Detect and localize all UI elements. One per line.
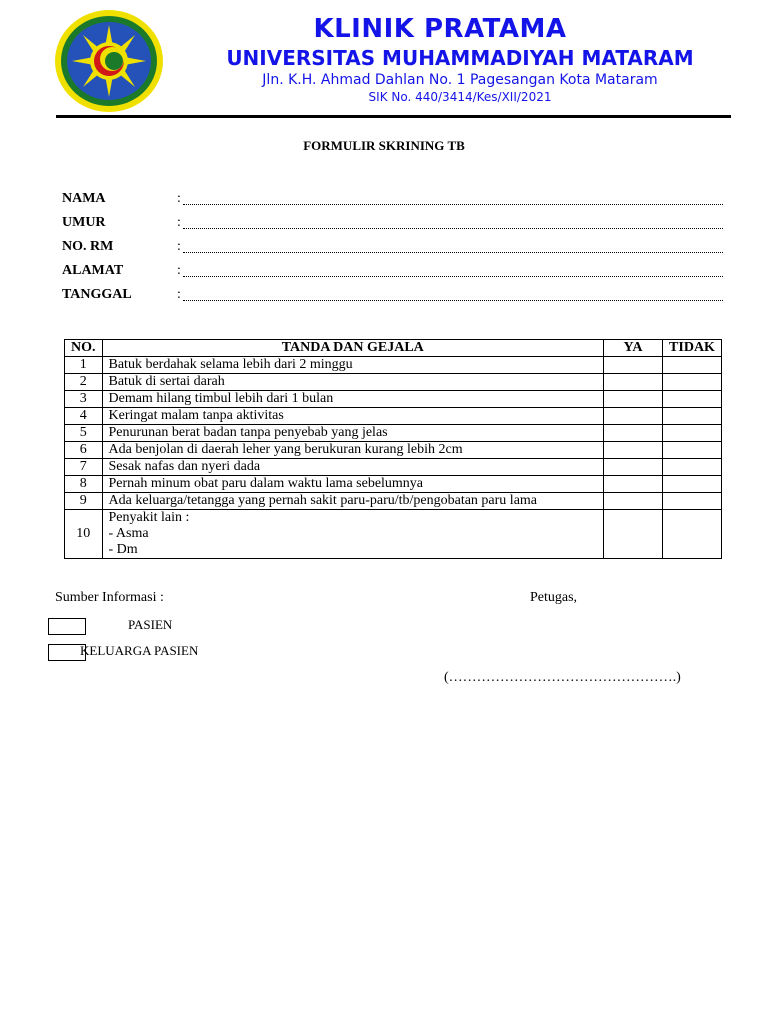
field-label-no-rm: NO. RM bbox=[62, 239, 114, 254]
row-number: 9 bbox=[65, 493, 103, 510]
officer-label: Petugas, bbox=[530, 590, 578, 605]
symptom-text: Sesak nafas dan nyeri dada bbox=[102, 459, 604, 476]
table-header-row bbox=[65, 340, 722, 357]
table-row bbox=[65, 442, 722, 459]
symptom-text: Demam hilang timbul lebih dari 1 bulan bbox=[102, 391, 604, 408]
col-header-tidak: TIDAK bbox=[663, 340, 722, 357]
row-number: 6 bbox=[65, 442, 103, 459]
symptom-text: Pernah minum obat paru dalam waktu lama sebelumnya bbox=[102, 476, 604, 493]
tanggal-field[interactable] bbox=[183, 300, 723, 301]
row-number: 5 bbox=[65, 425, 103, 442]
screening-table bbox=[64, 339, 722, 559]
field-colon: : bbox=[177, 263, 181, 278]
ya-cell[interactable] bbox=[604, 357, 663, 374]
tidak-cell[interactable] bbox=[663, 357, 722, 374]
table-row bbox=[65, 425, 722, 442]
tidak-cell[interactable] bbox=[663, 391, 722, 408]
table-row bbox=[65, 476, 722, 493]
symptom-text: Keringat malam tanpa aktivitas bbox=[102, 408, 604, 425]
field-colon: : bbox=[177, 239, 181, 254]
symptom-text: Batuk di sertai darah bbox=[102, 374, 604, 391]
keluarga-label: KELUARGA PASIEN bbox=[80, 643, 199, 658]
tidak-cell[interactable] bbox=[663, 442, 722, 459]
ya-cell[interactable] bbox=[604, 510, 663, 559]
symptom-text: Batuk berdahak selama lebih dari 2 minggu bbox=[102, 357, 604, 374]
tidak-cell[interactable] bbox=[663, 459, 722, 476]
field-label-alamat: ALAMAT bbox=[62, 263, 124, 278]
other-disease-label: Penyakit lain : bbox=[108, 510, 190, 525]
alamat-field[interactable] bbox=[183, 276, 723, 277]
other-disease-dm: - Dm bbox=[108, 542, 138, 557]
umur-field[interactable] bbox=[183, 228, 723, 229]
field-colon: : bbox=[177, 287, 181, 302]
form-title: FORMULIR SKRINING TB bbox=[303, 138, 465, 153]
col-header-no: NO. bbox=[65, 340, 103, 357]
tidak-cell[interactable] bbox=[663, 374, 722, 391]
table-row bbox=[65, 493, 722, 510]
source-info-label: Sumber Informasi : bbox=[55, 590, 164, 605]
ya-cell[interactable] bbox=[604, 425, 663, 442]
row-number: 3 bbox=[65, 391, 103, 408]
signature-line: (………………………………………….) bbox=[444, 670, 681, 685]
university-name: UNIVERSITAS MUHAMMADIYAH MATARAM bbox=[226, 46, 694, 70]
header-divider bbox=[56, 115, 731, 118]
row-number: 7 bbox=[65, 459, 103, 476]
row-number: 8 bbox=[65, 476, 103, 493]
symptom-text bbox=[102, 510, 604, 559]
ya-cell[interactable] bbox=[604, 408, 663, 425]
tidak-cell[interactable] bbox=[663, 493, 722, 510]
other-disease-asma: - Asma bbox=[108, 526, 149, 541]
ya-cell[interactable] bbox=[604, 374, 663, 391]
clinic-address: Jln. K.H. Ahmad Dahlan No. 1 Pagesangan Kota Mataram bbox=[262, 72, 658, 88]
pasien-label: PASIEN bbox=[128, 617, 173, 632]
muhammadiyah-logo bbox=[54, 9, 164, 113]
tidak-cell[interactable] bbox=[663, 408, 722, 425]
row-number: 2 bbox=[65, 374, 103, 391]
table-row bbox=[65, 459, 722, 476]
ya-cell[interactable] bbox=[604, 459, 663, 476]
nama-field[interactable] bbox=[183, 204, 723, 205]
no-rm-field[interactable] bbox=[183, 252, 723, 253]
tidak-cell[interactable] bbox=[663, 425, 722, 442]
ya-cell[interactable] bbox=[604, 493, 663, 510]
col-header-ya: YA bbox=[604, 340, 663, 357]
table-row bbox=[65, 510, 722, 559]
sik-number: SIK No. 440/3414/Kes/XII/2021 bbox=[368, 90, 552, 104]
pasien-checkbox[interactable] bbox=[48, 618, 86, 635]
tidak-cell[interactable] bbox=[663, 476, 722, 493]
symptom-text: Ada keluarga/tetangga yang pernah sakit paru-paru/tb/pengobatan paru lama bbox=[102, 493, 604, 510]
ya-cell[interactable] bbox=[604, 442, 663, 459]
table-row bbox=[65, 391, 722, 408]
ya-cell[interactable] bbox=[604, 476, 663, 493]
row-number: 4 bbox=[65, 408, 103, 425]
symptom-text: Penurunan berat badan tanpa penyebab yang jelas bbox=[102, 425, 604, 442]
field-label-tanggal: TANGGAL bbox=[62, 287, 132, 302]
field-colon: : bbox=[177, 215, 181, 230]
clinic-title: KLINIK PRATAMA bbox=[313, 14, 567, 44]
ya-cell[interactable] bbox=[604, 391, 663, 408]
tidak-cell[interactable] bbox=[663, 510, 722, 559]
row-number: 1 bbox=[65, 357, 103, 374]
table-row bbox=[65, 408, 722, 425]
symptom-text: Ada benjolan di daerah leher yang berukuran kurang lebih 2cm bbox=[102, 442, 604, 459]
field-label-umur: UMUR bbox=[62, 215, 106, 230]
row-number: 10 bbox=[65, 510, 103, 559]
table-row bbox=[65, 357, 722, 374]
col-header-gejala: TANDA DAN GEJALA bbox=[102, 340, 604, 357]
field-colon: : bbox=[177, 191, 181, 206]
field-label-nama: NAMA bbox=[62, 191, 106, 206]
table-row bbox=[65, 374, 722, 391]
